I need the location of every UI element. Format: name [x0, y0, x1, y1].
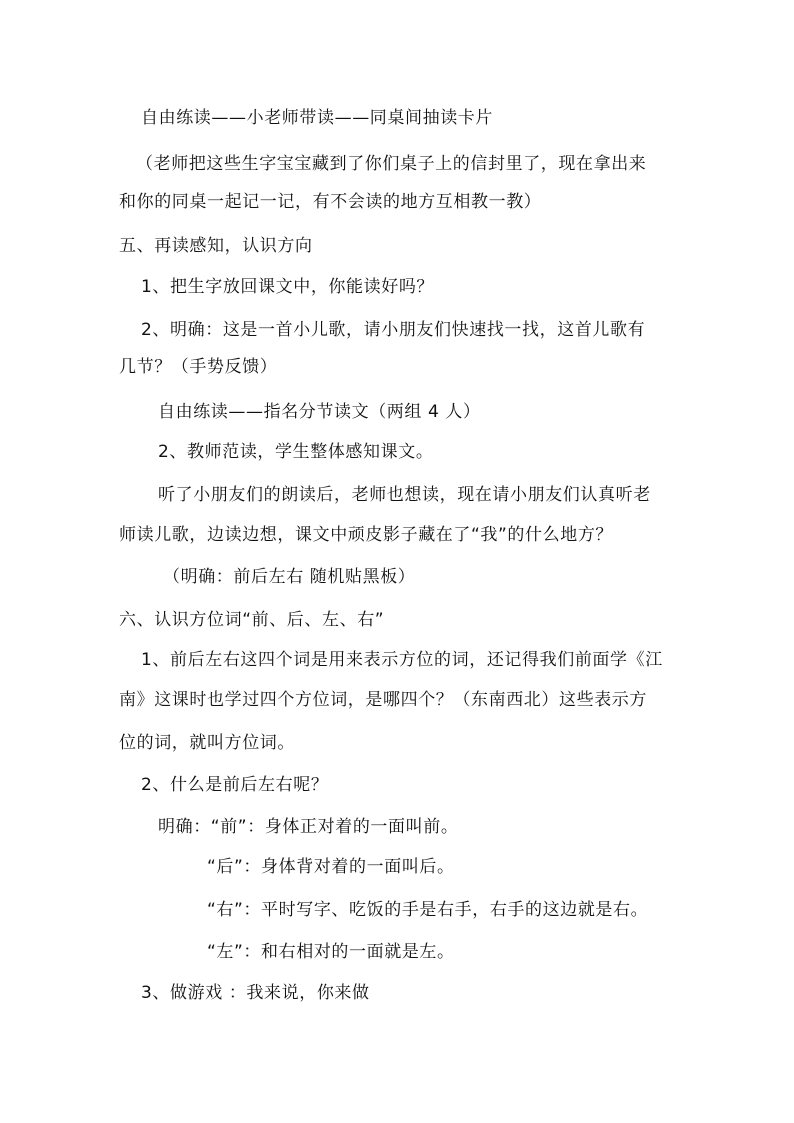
text-line-group-reading: 自由练读——指名分节读文（两组 4 人）: [158, 402, 481, 422]
text-line-step-2: 2、明确：这是一首小儿歌，请小朋友们快速找一找，这首儿歌有: [141, 320, 646, 340]
text-line-teacher-instruction-2: 和你的同桌一起记一记，有不会读的地方互相教一教）: [119, 192, 542, 212]
text-line-direction-words-2: 南》这课时也学过四个方位词，是哪四个？（东南西北）这些表示方: [119, 690, 647, 710]
text-line-definition-back: “后”：身体背对着的一面叫后。: [207, 857, 455, 877]
text-line-practice-sequence: 自由练读——小老师带读——同桌间抽读卡片: [141, 108, 493, 128]
text-line-clarify-directions: （明确：前后左右 随机贴黑板）: [163, 567, 416, 587]
text-line-direction-words-1: 1、前后左右这四个词是用来表示方位的词，还记得我们前面学《江: [141, 650, 663, 670]
text-line-definition-right: “右”：平时写字、吃饭的手是右手，右手的这边就是右。: [207, 900, 649, 920]
text-line-game: 3、做游戏 ：我来说，你来做: [141, 983, 370, 1003]
text-line-step-1: 1、把生字放回课文中，你能读好吗？: [141, 277, 435, 297]
text-line-definition-left: “左”：和右相对的一面就是左。: [207, 942, 455, 962]
text-line-teacher-reading: 2、教师范读，学生整体感知课文。: [158, 442, 434, 462]
section-heading-5: 五、再读感知，认识方向: [119, 236, 313, 256]
section-heading-6: 六、认识方位词“前、后、左、右”: [119, 610, 385, 630]
text-line-direction-words-3: 位的词，就叫方位词。: [119, 733, 295, 753]
text-line-listening-2: 师读儿歌，边读边想，课文中顽皮影子藏在了“我”的什么地方？: [119, 525, 614, 545]
text-line-definition-front: 明确：“前”：身体正对着的一面叫前。: [158, 817, 459, 837]
text-line-question-directions: 2、什么是前后左右呢？: [141, 775, 329, 795]
text-line-teacher-instruction-1: （老师把这些生字宝宝藏到了你们桌子上的信封里了，现在拿出来: [136, 154, 647, 174]
text-line-listening-1: 听了小朋友们的朗读后，老师也想读，现在请小朋友们认真听老: [158, 485, 651, 505]
text-line-step-2-cont: 几节？（手势反馈）: [119, 357, 278, 377]
